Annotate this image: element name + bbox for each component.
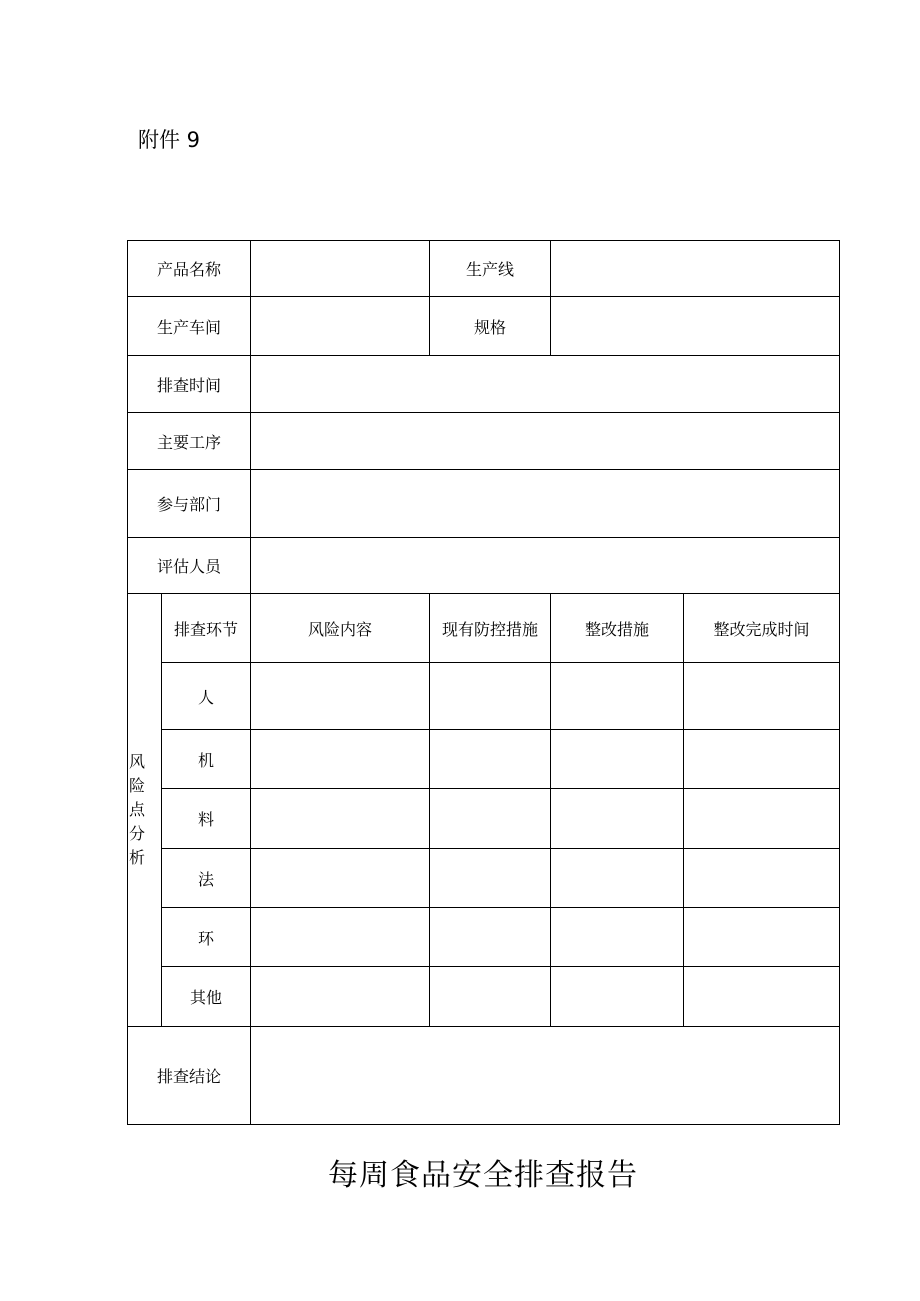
header-risk-content: 风险内容: [251, 594, 430, 663]
cell-risk-content[interactable]: [251, 663, 430, 730]
cell-completion-time[interactable]: [684, 789, 840, 849]
cell-corrective-measures[interactable]: [551, 849, 684, 908]
label-conclusion: 排查结论: [128, 1027, 251, 1125]
risk-row-label: 人: [162, 663, 251, 730]
field-inspect-time[interactable]: [251, 356, 840, 413]
risk-row-label: 法: [162, 849, 251, 908]
label-spec: 规格: [430, 297, 551, 356]
field-main-process[interactable]: [251, 413, 840, 470]
label-departments: 参与部门: [128, 470, 251, 538]
cell-corrective-measures[interactable]: [551, 967, 684, 1027]
risk-row: [128, 908, 840, 967]
cell-risk-content[interactable]: [251, 849, 430, 908]
cell-existing-controls[interactable]: [430, 663, 551, 730]
risk-char: 分: [129, 824, 146, 843]
label-inspect-time: 排查时间: [128, 356, 251, 413]
row-assessors: [128, 538, 840, 594]
risk-row-label: 其他: [162, 967, 251, 1027]
risk-row-label: 环: [162, 908, 251, 967]
cell-existing-controls[interactable]: [430, 967, 551, 1027]
row-main-process: [128, 413, 840, 470]
cell-completion-time[interactable]: [684, 730, 840, 789]
label-workshop: 生产车间: [128, 297, 251, 356]
risk-row: [128, 730, 840, 789]
cell-completion-time[interactable]: [684, 663, 840, 730]
label-product-name: 产品名称: [128, 241, 251, 297]
field-workshop[interactable]: [251, 297, 430, 356]
label-risk-analysis: [128, 594, 162, 1027]
risk-row-label: 机: [162, 730, 251, 789]
risk-row: [128, 849, 840, 908]
cell-completion-time[interactable]: [684, 967, 840, 1027]
risk-char: 险: [129, 776, 146, 795]
field-departments[interactable]: [251, 470, 840, 538]
label-production-line: 生产线: [430, 241, 551, 297]
cell-risk-content[interactable]: [251, 730, 430, 789]
cell-risk-content[interactable]: [251, 789, 430, 849]
cell-corrective-measures[interactable]: [551, 663, 684, 730]
header-inspect-link: 排查环节: [162, 594, 251, 663]
risk-row: [128, 663, 840, 730]
header-completion-time: 整改完成时间: [684, 594, 840, 663]
risk-row: [128, 789, 840, 849]
row-departments: [128, 470, 840, 538]
risk-char: 析: [129, 848, 146, 867]
cell-completion-time[interactable]: [684, 908, 840, 967]
field-product-name[interactable]: [251, 241, 430, 297]
document-title: 每周食品安全排查报告: [328, 1158, 638, 1193]
label-assessors: 评估人员: [128, 538, 251, 594]
label-main-process: 主要工序: [128, 413, 251, 470]
header-corrective-measures: 整改措施: [551, 594, 684, 663]
field-production-line[interactable]: [551, 241, 840, 297]
risk-row: [128, 967, 840, 1027]
cell-existing-controls[interactable]: [430, 789, 551, 849]
row-workshop: [128, 297, 840, 356]
cell-existing-controls[interactable]: [430, 849, 551, 908]
cell-risk-content[interactable]: [251, 967, 430, 1027]
cell-corrective-measures[interactable]: [551, 789, 684, 849]
cell-corrective-measures[interactable]: [551, 908, 684, 967]
field-conclusion[interactable]: [251, 1027, 840, 1125]
row-product: [128, 241, 840, 297]
attachment-label: 附件 9: [138, 128, 201, 152]
risk-char: 点: [129, 800, 146, 819]
cell-corrective-measures[interactable]: [551, 730, 684, 789]
cell-risk-content[interactable]: [251, 908, 430, 967]
cell-existing-controls[interactable]: [430, 730, 551, 789]
risk-row-label: 料: [162, 789, 251, 849]
row-inspect-time: [128, 356, 840, 413]
risk-header-row: [128, 594, 840, 663]
cell-completion-time[interactable]: [684, 849, 840, 908]
header-existing-controls: 现有防控措施: [430, 594, 551, 663]
field-assessors[interactable]: [251, 538, 840, 594]
risk-char: 风: [129, 752, 146, 771]
cell-existing-controls[interactable]: [430, 908, 551, 967]
row-conclusion: [128, 1027, 840, 1125]
field-spec[interactable]: [551, 297, 840, 356]
inspection-form-table: [127, 240, 840, 1125]
